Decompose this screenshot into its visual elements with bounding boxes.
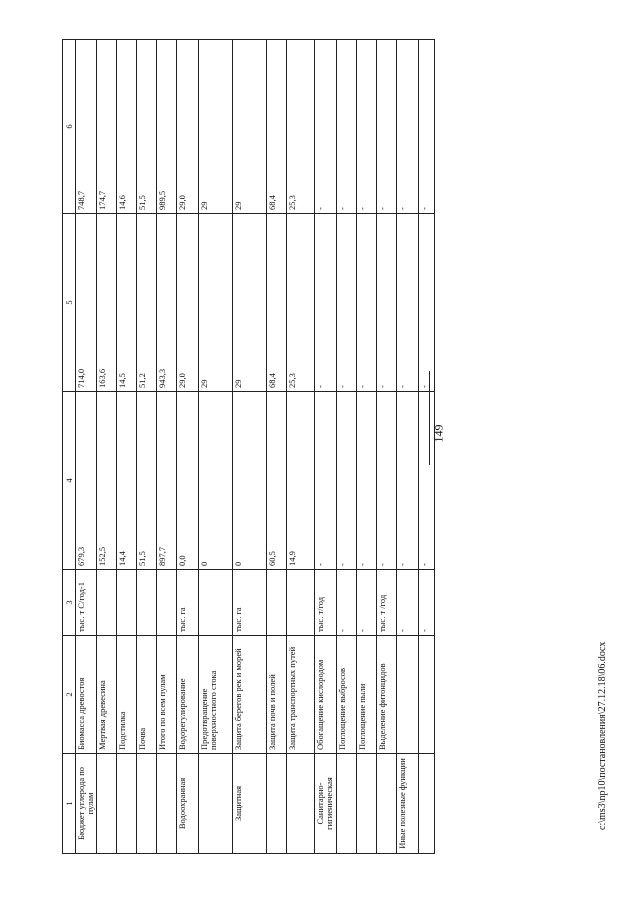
table-cell-1 <box>418 754 434 854</box>
table-cell-6: - <box>336 40 356 214</box>
table-cell-4: 0 <box>198 392 232 570</box>
table-cell-6: - <box>376 40 396 214</box>
table-cell-2: Поглощение выбросов <box>336 636 356 754</box>
table-cell-1: Иные полезные функции <box>396 754 418 854</box>
table-cell-4: 897,7 <box>156 392 176 570</box>
table-cell-5: 714,0 <box>76 214 97 392</box>
table-cell-2: Мертвая древесина <box>96 636 116 754</box>
table-cell-3 <box>198 570 232 636</box>
table-cell-1 <box>266 754 286 854</box>
table-cell-5: 29,0 <box>176 214 198 392</box>
table-cell-4: 0 <box>232 392 266 570</box>
table-cell-6: 25,3 <box>286 40 314 214</box>
table-cell-4: - <box>396 392 418 570</box>
table-row <box>418 40 434 854</box>
table-cell-4: - <box>336 392 356 570</box>
table-cell-4: 60,5 <box>266 392 286 570</box>
table-cell-1 <box>96 754 116 854</box>
table-row <box>116 40 136 854</box>
header-cell: 2 <box>63 636 76 754</box>
table-cell-2: Итого по всем пулам <box>156 636 176 754</box>
table-cell-5: - <box>376 214 396 392</box>
table-cell-6: - <box>356 40 376 214</box>
table-row <box>356 40 376 854</box>
table-cell-5: 14,5 <box>116 214 136 392</box>
table-cell-4: - <box>314 392 336 570</box>
table-region <box>62 40 429 854</box>
table-cell-6: 29,0 <box>176 40 198 214</box>
table-row <box>286 40 314 854</box>
table-cell-5: 29 <box>198 214 232 392</box>
header-cell: 5 <box>63 214 76 392</box>
table-cell-1 <box>136 754 156 854</box>
forest-functions-table <box>62 39 435 854</box>
header-cell: 4 <box>63 392 76 570</box>
table-row <box>266 40 286 854</box>
table-cell-1 <box>356 754 376 854</box>
table-cell-5: - <box>314 214 336 392</box>
table-cell-3 <box>266 570 286 636</box>
table-cell-6: 748,7 <box>76 40 97 214</box>
table-cell-1: Защитная <box>232 754 266 854</box>
table-row <box>314 40 336 854</box>
table-cell-3 <box>136 570 156 636</box>
table-cell-4: 0,0 <box>176 392 198 570</box>
table-cell-6: 68,4 <box>266 40 286 214</box>
table-cell-3 <box>96 570 116 636</box>
table-cell-6: 14,6 <box>116 40 136 214</box>
table-cell-6: 29 <box>232 40 266 214</box>
table-cell-3 <box>286 570 314 636</box>
table-header-row <box>63 40 76 854</box>
table-cell-1 <box>336 754 356 854</box>
table-row <box>96 40 116 854</box>
table-cell-1 <box>376 754 396 854</box>
table-cell-4: 14,9 <box>286 392 314 570</box>
table-cell-4: 679,3 <box>76 392 97 570</box>
table-cell-5: - <box>418 214 434 392</box>
table-row <box>176 40 198 854</box>
table-cell-2: Биомасса древостоя <box>76 636 97 754</box>
table-row <box>156 40 176 854</box>
table-cell-1: Водоохранная <box>176 754 198 854</box>
table-cell-6: - <box>396 40 418 214</box>
table-cell-5: - <box>396 214 418 392</box>
table-cell-3: - <box>396 570 418 636</box>
table-cell-4: 14,4 <box>116 392 136 570</box>
table-row <box>336 40 356 854</box>
table-cell-6: 174,7 <box>96 40 116 214</box>
table-cell-1 <box>156 754 176 854</box>
table-cell-4: - <box>418 392 434 570</box>
table-cell-2 <box>418 636 434 754</box>
table-cell-5: 943,3 <box>156 214 176 392</box>
table-cell-3 <box>156 570 176 636</box>
table-cell-2 <box>396 636 418 754</box>
table-cell-3: тыс. т С/год-1 <box>76 570 97 636</box>
table-row <box>376 40 396 854</box>
table-cell-6: 51,5 <box>136 40 156 214</box>
table-cell-3: тыс. т /год <box>376 570 396 636</box>
header-cell: 3 <box>63 570 76 636</box>
table-cell-5: 163,6 <box>96 214 116 392</box>
table-cell-3: тыс. т/год <box>314 570 336 636</box>
table-row <box>232 40 266 854</box>
table-cell-2: Выделение фитонцидов <box>376 636 396 754</box>
header-cell: 1 <box>63 754 76 854</box>
table-cell-5: - <box>336 214 356 392</box>
table-cell-4: - <box>356 392 376 570</box>
header-cell: 6 <box>63 40 76 214</box>
table-cell-5: - <box>356 214 376 392</box>
table-cell-1: Бюджет углерода по пулам <box>76 754 97 854</box>
table-cell-1 <box>116 754 136 854</box>
table-cell-4: 152,5 <box>96 392 116 570</box>
table-cell-3: - <box>336 570 356 636</box>
table-cell-5: 51,2 <box>136 214 156 392</box>
table-cell-3 <box>116 570 136 636</box>
table-cell-2: Водорегулирование <box>176 636 198 754</box>
table-cell-2: Предотвращение поверхностного стока <box>198 636 232 754</box>
table-row <box>396 40 418 854</box>
page-number: 149 <box>431 424 446 443</box>
table-cell-2: Поглощение пыли <box>356 636 376 754</box>
table-cell-2: Защита почв и полей <box>266 636 286 754</box>
table-cell-6: 29 <box>198 40 232 214</box>
table-cell-2: Обогащение кислородом <box>314 636 336 754</box>
table-cell-5: 29 <box>232 214 266 392</box>
rotated-table-frame <box>62 40 429 854</box>
table-row <box>198 40 232 854</box>
table-cell-6: - <box>418 40 434 214</box>
table-cell-2: Подстилка <box>116 636 136 754</box>
table-cell-2: Защита транспортных путей <box>286 636 314 754</box>
table-row <box>76 40 97 854</box>
table-cell-6: - <box>314 40 336 214</box>
table-cell-3: - <box>418 570 434 636</box>
file-path-footer: c:\ms3\np10\постановления\27.12.18\06.docx <box>597 641 608 830</box>
table-cell-3: - <box>356 570 376 636</box>
table-cell-5: 68,4 <box>266 214 286 392</box>
table-row <box>136 40 156 854</box>
table-cell-3: тыс. га <box>176 570 198 636</box>
table-cell-6: 989,5 <box>156 40 176 214</box>
table-cell-2: Защита берегов рек и морей <box>232 636 266 754</box>
table-cell-4: - <box>376 392 396 570</box>
table-cell-1 <box>198 754 232 854</box>
table-cell-3: тыс. га <box>232 570 266 636</box>
table-cell-4: 51,5 <box>136 392 156 570</box>
table-cell-1 <box>286 754 314 854</box>
table-cell-5: 25,3 <box>286 214 314 392</box>
table-cell-2: Почва <box>136 636 156 754</box>
table-cell-1: Санитарно-гигиеническая <box>314 754 336 854</box>
